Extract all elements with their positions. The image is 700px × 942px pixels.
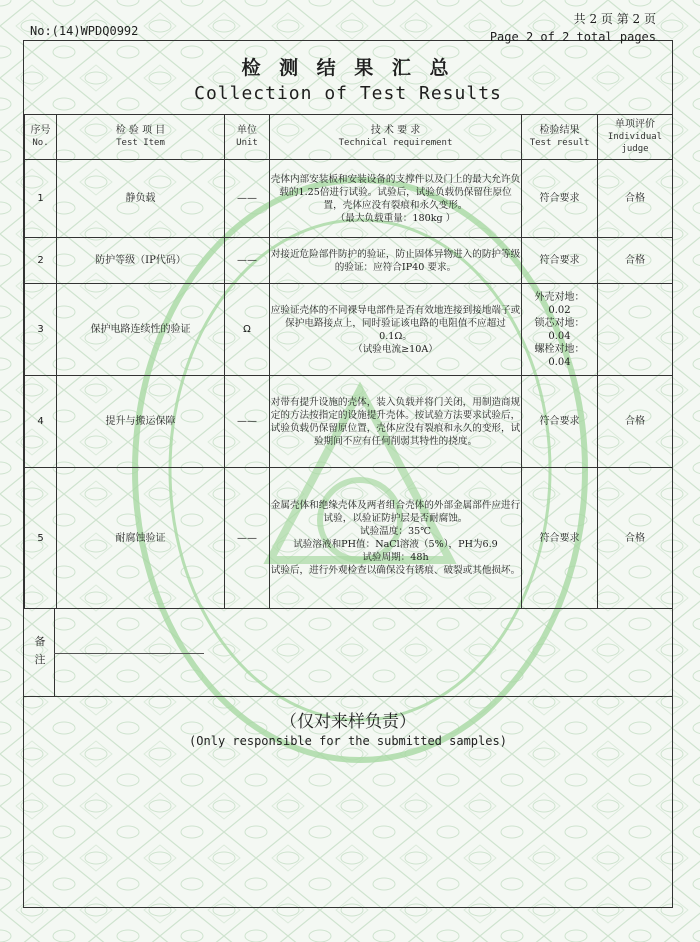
row-item: 耐腐蚀验证 (57, 468, 225, 609)
results-table (24, 114, 673, 609)
row-result: 符合要求 (522, 468, 598, 609)
row-item: 提升与搬运保障 (57, 376, 225, 468)
title-cn: 检 测 结 果 汇 总 (241, 57, 455, 79)
row-unit: —— (225, 160, 270, 238)
row-requirement: 对带有提升设施的壳体，装入负载并将门关闭，用制造商规定的方法按指定的设施提升壳体。按试验方法要求试验后，试验负载仍保留原位置，壳体应没有裂痕和永久的变形，试验期间不应有任何削弱其特性的挠度。 (270, 376, 522, 468)
disclaimer-cn: （仅对来样负责） (280, 712, 416, 732)
row-no: 4 (25, 376, 57, 468)
page-count-cn: 共 2 页 第 2 页 (573, 12, 656, 26)
table-row (25, 376, 673, 468)
row-no: 2 (25, 238, 57, 284)
col-header-req: 技 术 要 求 Technical requirement (270, 115, 522, 160)
row-item: 静负载 (57, 160, 225, 238)
remark-section (24, 609, 672, 697)
col-header-unit: 单位 Unit (225, 115, 270, 160)
row-unit: —— (225, 238, 270, 284)
row-item: 防护等级（IP代码） (57, 238, 225, 284)
remark-label: 备 注 (34, 635, 46, 666)
page-count-en: Page 2 of 2 total pages (489, 30, 656, 44)
col-header-result: 检验结果 Test result (522, 115, 598, 160)
table-header-row (25, 115, 673, 160)
row-judge: 合格 (598, 376, 673, 468)
row-unit: —— (225, 376, 270, 468)
table-row (25, 238, 673, 284)
row-judge (598, 284, 673, 376)
row-requirement: 应验证壳体的不同裸导电部件是否有效地连接到接地端子或保护电路接点上，同时验证该电路的电阻值不应超过0.1Ω。 （试验电流≥10A） (270, 284, 522, 376)
row-requirement: 金属壳体和绝缘壳体及两者组合壳体的外部金属部件应进行试验，以验证防护层是否耐腐蚀。 试验温度：35℃ 试验溶液和PH值：NaCl溶液（5%），PH为6.9 试验周期：48h 试验后，进行外观检查以确保没有锈痕、破裂或其他损坏。 (270, 468, 522, 609)
title-en: Collection of Test Results (194, 83, 502, 104)
table-row (25, 284, 673, 376)
row-result: 符合要求 (522, 238, 598, 284)
row-requirement: 壳体内部安装板和安装设备的支撑件以及门上的最大允许负载的1.25倍进行试验。试验后，试验负载仍保留住原位置，壳体应没有裂痕和永久变形。 （最大负载重量：180kg ） (270, 160, 522, 238)
row-unit: Ω (225, 284, 270, 376)
col-header-item: 检 验 项 目 Test Item (57, 115, 225, 160)
row-no: 5 (25, 468, 57, 609)
row-no: 3 (25, 284, 57, 376)
row-judge: 合格 (598, 238, 673, 284)
table-row (25, 468, 673, 609)
row-requirement: 对接近危险部件防护的验证，防止固体异物进入的防护等级的验证：应符合IP40 要求。 (270, 238, 522, 284)
report-frame (23, 40, 673, 908)
remark-underline (54, 653, 204, 654)
row-result: 外壳对地： 0.02 锁芯对地： 0.04 螺栓对地： 0.04 (522, 284, 598, 376)
col-header-no: 序号 No. (25, 115, 57, 160)
row-result: 符合要求 (522, 376, 598, 468)
row-no: 1 (25, 160, 57, 238)
col-header-judge: 单项评价 Individual judge (598, 115, 673, 160)
row-item: 保护电路连续性的验证 (57, 284, 225, 376)
row-judge: 合格 (598, 160, 673, 238)
disclaimer-en: (Only responsible for the submitted samples) (189, 734, 507, 748)
row-result: 符合要求 (522, 160, 598, 238)
row-unit: —— (225, 468, 270, 609)
report-number: No:(14)WPDQ0992 (30, 24, 139, 38)
table-row (25, 160, 673, 238)
row-judge: 合格 (598, 468, 673, 609)
